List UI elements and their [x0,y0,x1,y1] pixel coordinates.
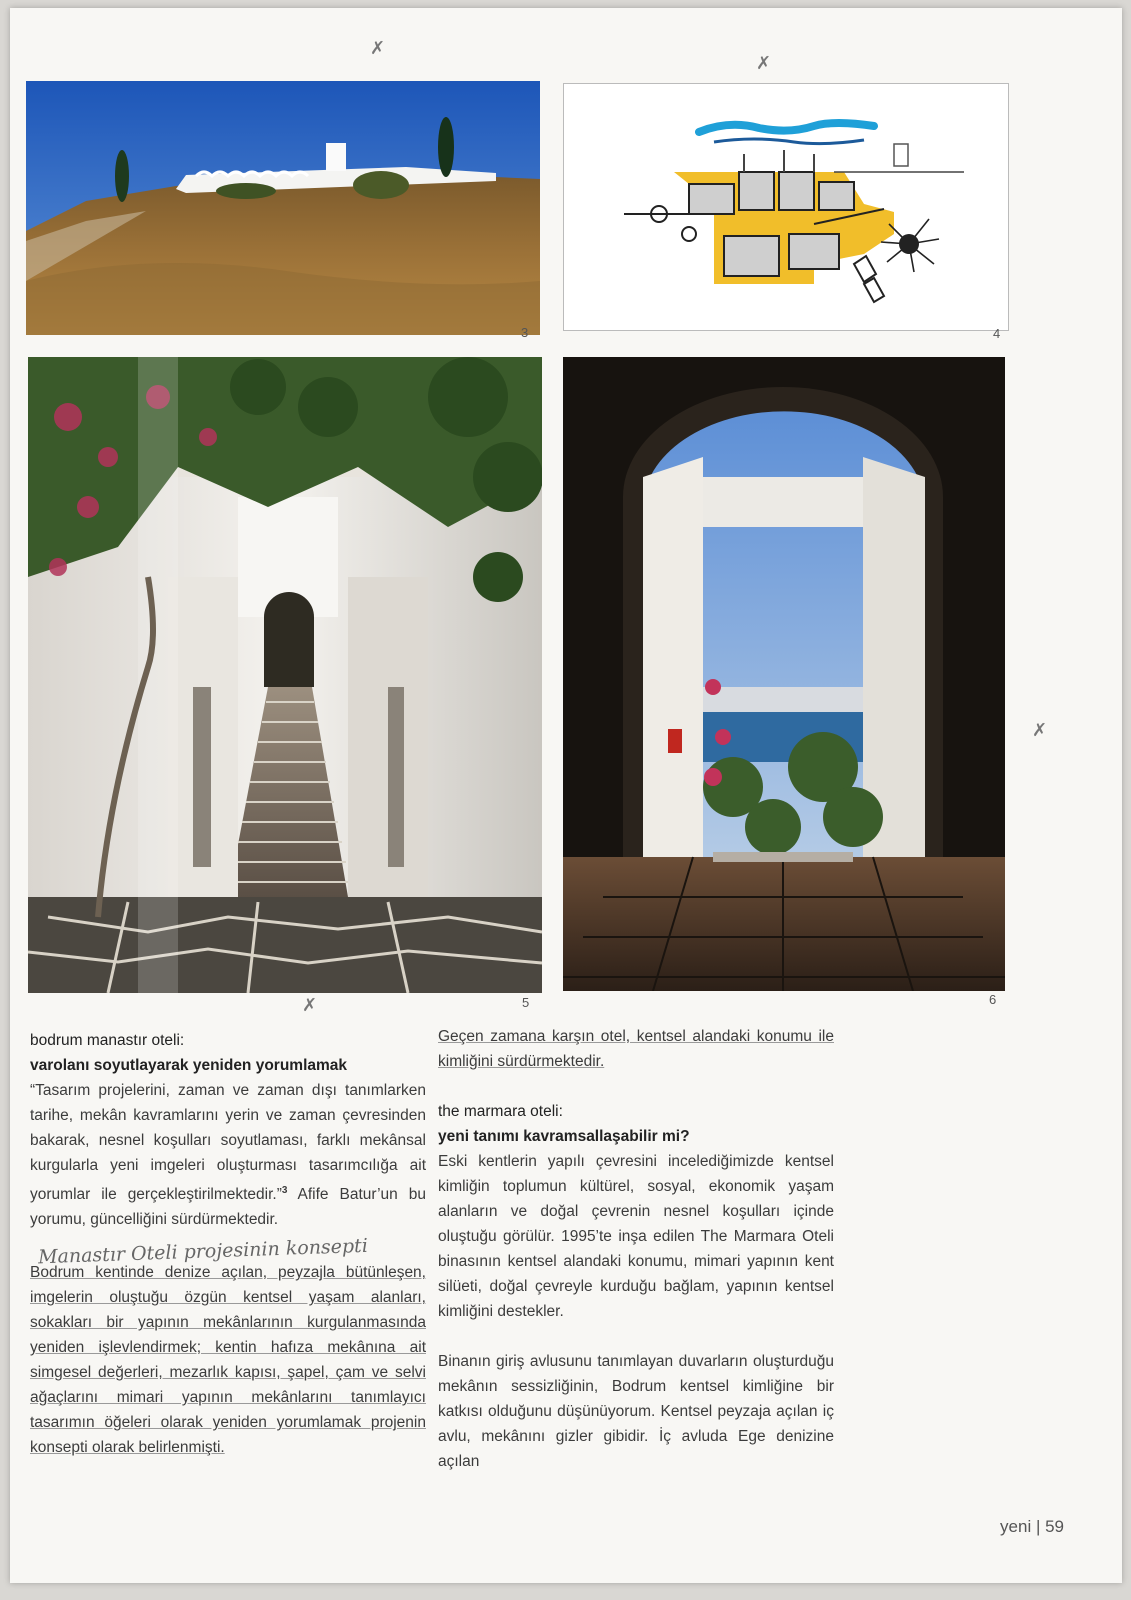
paragraph [30,1078,426,1232]
paragraph: Binanın giriş avlusunu tanımlayan duvarların oluşturduğu mekânın sessizliğinin, Bodrum kentsel kimliğine bir katkısı olduğunu düşünüyorum. Kentsel peyzaja açılan iç avlu, mekânını gizler gibidir. İç avluda Ege denizine açılan [438,1353,834,1470]
check-mark-fig4: ✗ [756,53,772,74]
figure-6-number: 6 [989,992,997,1007]
figure-4-number: 4 [993,326,1001,341]
section-subheading-2: yeni tanımı kavramsallaşabilir mi? [438,1128,690,1145]
quote-attribution: Afife Batur’un bu yorumu, güncelliğini sürdürmektedir. [30,1186,426,1229]
figure-3-number: 3 [521,325,529,340]
check-mark-fig6: ✗ [1032,720,1048,741]
paragraph: Bodrum kentinde denize açılan, peyzajla bütünleşen, imgelerin oluştuğu özgün kentsel yaşam alanları, sokakları bir yapının mekânlarının kurgulanmasında yeniden işlevlendirmek; kentin hafıza mekânına ait simgesel değerleri, mezarlık kapısı, şapel, çam ve selvi ağaçlarını mimari yapının mekânlarını tanımlayıcı tasarımın öğeleri olarak yeniden yorumlamak projenin konsepti olarak belirlenmişti. [30,1264,426,1457]
figure-6-photo [563,357,1005,991]
figure-3-photo [26,81,540,335]
paragraph: Eski kentlerin yapılı çevresini incelediğimizde kentsel kimliğin toplumun kültürel, sosyal, ekonomik yaşam alanların ve doğal çevrenin nesnel koşulları içinde oluştuğu görülür. 1995’te inşa edilen The Marmara Oteli binasının kentsel alandaki konumu, mimari yapının kent silüeti, doğal çevreyle kurduğu bağlam, yapının kentsel kimliğini destekler. [438,1153,834,1320]
section-heading-2: the marmara oteli: [438,1103,563,1120]
magazine-page [10,8,1122,1583]
section-heading-1: bodrum manastır oteli: [30,1032,185,1049]
handwritten-note: Manastır Oteli projesinin konsepti [37,1234,369,1269]
quote-text: “Tasarım projelerini, zaman ve zaman dışı tanımlarken tarihe, mekân kavramlarını yerin ve zaman çevresinden bakarak, nesnel koşulları soyutlaması, farklı mekânsal kurgularla yeni imgeleri oluşturması tasarımcılığa ait yorumlar ile gerçekleştirilmektedir.” [30,1082,426,1204]
figure-4-sketch [563,83,1009,331]
check-mark-fig3: ✗ [370,38,386,59]
figure-5-photo [28,357,542,993]
section-subheading-1: varolanı soyutlayarak yeniden yorumlamak [30,1057,348,1074]
page-number: yeni | 59 [1000,1517,1064,1536]
check-mark-fig5: ✗ [302,995,318,1016]
paragraph: Geçen zamana karşın otel, kentsel alandaki konumu ile kimliğini sürdürmektedir. [438,1028,834,1070]
figure-5-number: 5 [522,995,530,1010]
footnote-ref: 3 [281,1185,288,1196]
right-column [438,1024,834,1474]
